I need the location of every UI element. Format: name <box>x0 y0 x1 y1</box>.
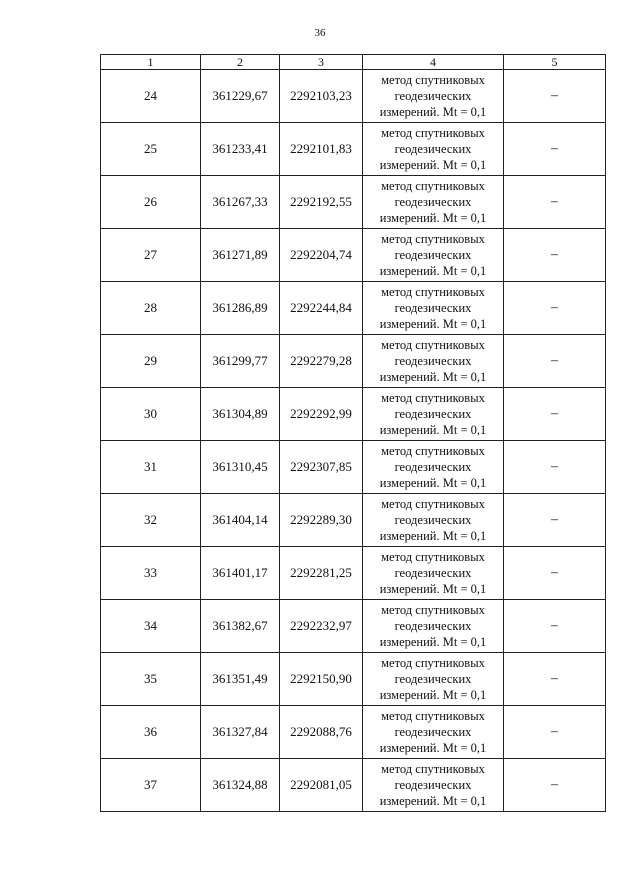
method-cell <box>363 759 504 812</box>
column-header: 2 <box>201 55 280 70</box>
point-number-cell: 24 <box>101 70 201 123</box>
method-line: метод спутниковых <box>381 497 485 511</box>
method-line: измерений. Mt = 0,1 <box>379 211 487 225</box>
method-line: геодезических <box>394 725 472 739</box>
table-row <box>101 229 606 282</box>
column-5-cell: – <box>504 441 606 494</box>
table-row <box>101 706 606 759</box>
method-line: геодезических <box>394 301 472 315</box>
point-number-cell: 36 <box>101 706 201 759</box>
method-line: геодезических <box>394 407 472 421</box>
point-number-cell: 26 <box>101 176 201 229</box>
x-coordinate-cell: 361324,88 <box>201 759 280 812</box>
method-line: измерений. Mt = 0,1 <box>379 423 487 437</box>
method-line: метод спутниковых <box>381 550 485 564</box>
method-line: измерений. Mt = 0,1 <box>379 741 487 755</box>
y-coordinate-cell: 2292232,97 <box>280 600 363 653</box>
method-cell <box>363 653 504 706</box>
table-row <box>101 547 606 600</box>
x-coordinate-cell: 361233,41 <box>201 123 280 176</box>
method-line: измерений. Mt = 0,1 <box>379 529 487 543</box>
column-header: 4 <box>363 55 504 70</box>
column-header: 1 <box>101 55 201 70</box>
x-coordinate-cell: 361310,45 <box>201 441 280 494</box>
column-5-cell: – <box>504 388 606 441</box>
method-line: измерений. Mt = 0,1 <box>379 635 487 649</box>
column-header: 3 <box>280 55 363 70</box>
column-5-cell: – <box>504 706 606 759</box>
y-coordinate-cell: 2292279,28 <box>280 335 363 388</box>
point-number-cell: 29 <box>101 335 201 388</box>
method-line: измерений. Mt = 0,1 <box>379 476 487 490</box>
method-line: метод спутниковых <box>381 126 485 140</box>
column-5-cell: – <box>504 335 606 388</box>
method-line: измерений. Mt = 0,1 <box>379 264 487 278</box>
column-5-cell: – <box>504 494 606 547</box>
method-line: метод спутниковых <box>381 603 485 617</box>
point-number-cell: 33 <box>101 547 201 600</box>
y-coordinate-cell: 2292192,55 <box>280 176 363 229</box>
method-line: метод спутниковых <box>381 391 485 405</box>
method-line: измерений. Mt = 0,1 <box>379 582 487 596</box>
column-5-cell: – <box>504 547 606 600</box>
method-line: измерений. Mt = 0,1 <box>379 105 487 119</box>
y-coordinate-cell: 2292281,25 <box>280 547 363 600</box>
x-coordinate-cell: 361271,89 <box>201 229 280 282</box>
table-row <box>101 335 606 388</box>
method-line: геодезических <box>394 460 472 474</box>
x-coordinate-cell: 361404,14 <box>201 494 280 547</box>
column-5-cell: – <box>504 759 606 812</box>
method-cell <box>363 547 504 600</box>
point-number-cell: 25 <box>101 123 201 176</box>
method-line: геодезических <box>394 566 472 580</box>
point-number-cell: 28 <box>101 282 201 335</box>
method-line: геодезических <box>394 672 472 686</box>
column-5-cell: – <box>504 600 606 653</box>
table-row <box>101 70 606 123</box>
method-line: геодезических <box>394 142 472 156</box>
method-line: геодезических <box>394 195 472 209</box>
method-line: геодезических <box>394 89 472 103</box>
y-coordinate-cell: 2292289,30 <box>280 494 363 547</box>
table-row <box>101 282 606 335</box>
column-5-cell: – <box>504 70 606 123</box>
method-line: метод спутниковых <box>381 444 485 458</box>
method-line: геодезических <box>394 248 472 262</box>
method-cell <box>363 176 504 229</box>
y-coordinate-cell: 2292204,74 <box>280 229 363 282</box>
y-coordinate-cell: 2292150,90 <box>280 653 363 706</box>
y-coordinate-cell: 2292103,23 <box>280 70 363 123</box>
method-cell <box>363 600 504 653</box>
method-line: метод спутниковых <box>381 709 485 723</box>
coordinates-table <box>100 54 606 812</box>
method-line: метод спутниковых <box>381 338 485 352</box>
method-cell <box>363 706 504 759</box>
method-line: геодезических <box>394 619 472 633</box>
x-coordinate-cell: 361267,33 <box>201 176 280 229</box>
method-line: метод спутниковых <box>381 762 485 776</box>
x-coordinate-cell: 361229,67 <box>201 70 280 123</box>
y-coordinate-cell: 2292292,99 <box>280 388 363 441</box>
y-coordinate-cell: 2292088,76 <box>280 706 363 759</box>
table-row <box>101 759 606 812</box>
x-coordinate-cell: 361351,49 <box>201 653 280 706</box>
column-header: 5 <box>504 55 606 70</box>
method-cell <box>363 335 504 388</box>
method-line: геодезических <box>394 778 472 792</box>
table-header-row <box>101 55 606 70</box>
column-5-cell: – <box>504 123 606 176</box>
method-line: метод спутниковых <box>381 285 485 299</box>
table-body <box>101 70 606 812</box>
method-cell <box>363 441 504 494</box>
method-line: метод спутниковых <box>381 232 485 246</box>
x-coordinate-cell: 361286,89 <box>201 282 280 335</box>
x-coordinate-cell: 361382,67 <box>201 600 280 653</box>
method-line: измерений. Mt = 0,1 <box>379 794 487 808</box>
method-line: геодезических <box>394 513 472 527</box>
y-coordinate-cell: 2292081,05 <box>280 759 363 812</box>
column-5-cell: – <box>504 176 606 229</box>
point-number-cell: 32 <box>101 494 201 547</box>
table-row <box>101 653 606 706</box>
method-cell <box>363 123 504 176</box>
point-number-cell: 27 <box>101 229 201 282</box>
y-coordinate-cell: 2292307,85 <box>280 441 363 494</box>
method-cell <box>363 388 504 441</box>
table-row <box>101 176 606 229</box>
table-row <box>101 441 606 494</box>
y-coordinate-cell: 2292244,84 <box>280 282 363 335</box>
point-number-cell: 31 <box>101 441 201 494</box>
x-coordinate-cell: 361401,17 <box>201 547 280 600</box>
table-row <box>101 388 606 441</box>
table-row <box>101 123 606 176</box>
x-coordinate-cell: 361327,84 <box>201 706 280 759</box>
column-5-cell: – <box>504 653 606 706</box>
method-cell <box>363 494 504 547</box>
column-5-cell: – <box>504 282 606 335</box>
method-line: измерений. Mt = 0,1 <box>379 688 487 702</box>
point-number-cell: 34 <box>101 600 201 653</box>
method-line: метод спутниковых <box>381 656 485 670</box>
table-row <box>101 494 606 547</box>
method-line: метод спутниковых <box>381 73 485 87</box>
method-cell <box>363 70 504 123</box>
table-row <box>101 600 606 653</box>
method-line: геодезических <box>394 354 472 368</box>
y-coordinate-cell: 2292101,83 <box>280 123 363 176</box>
method-line: измерений. Mt = 0,1 <box>379 370 487 384</box>
method-cell <box>363 282 504 335</box>
method-line: измерений. Mt = 0,1 <box>379 158 487 172</box>
point-number-cell: 30 <box>101 388 201 441</box>
x-coordinate-cell: 361304,89 <box>201 388 280 441</box>
page-number: 36 <box>314 27 326 39</box>
x-coordinate-cell: 361299,77 <box>201 335 280 388</box>
method-line: измерений. Mt = 0,1 <box>379 317 487 331</box>
column-5-cell: – <box>504 229 606 282</box>
method-cell <box>363 229 504 282</box>
method-line: метод спутниковых <box>381 179 485 193</box>
point-number-cell: 35 <box>101 653 201 706</box>
point-number-cell: 37 <box>101 759 201 812</box>
